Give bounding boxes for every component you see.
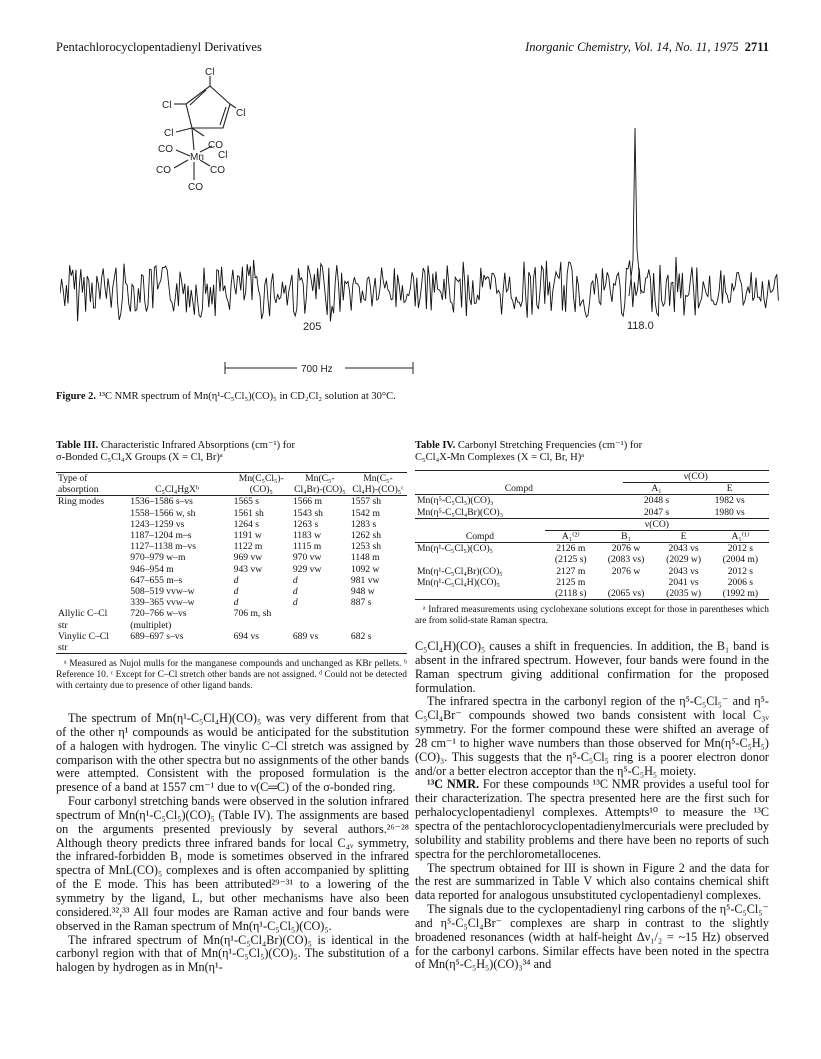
table-cell: (2118 s) [555, 588, 587, 600]
table-cell [56, 597, 122, 608]
table-cell [56, 508, 122, 519]
table-row [56, 620, 407, 631]
paragraph: C₅Cl₄H)(CO)₅ causes a shift in frequencies. In addition, the B₁ band is absent in the infrared spectrum. However, four bands were found in the Raman spectrum giving additional confirmation for the proposed formulation. [415, 639, 769, 695]
label-cl-left: Cl [162, 100, 172, 111]
table-row [56, 564, 407, 575]
table-iii-header: Mn(C₅-Cl₄H)-(CO)₅ᶜ [349, 473, 407, 496]
table-cell [597, 577, 656, 588]
table-iii-header: C₅Cl₄HgXᵇ [122, 473, 231, 496]
running-header-left: Pentachlorocyclopentadienyl Derivatives [56, 40, 262, 54]
table-row [56, 541, 407, 552]
table-cell [56, 586, 122, 597]
table-iii-body [56, 496, 407, 653]
spectrum-trace [60, 128, 778, 322]
table-cell: 970 vw [292, 552, 322, 564]
table-cell: 1127–1138 m–vs [130, 541, 196, 553]
table-cell: 887 s [350, 597, 372, 609]
body-right-column [415, 640, 769, 972]
label-cl-lower: Cl [164, 128, 174, 139]
table-row [415, 577, 769, 588]
table-row [56, 586, 407, 597]
section-heading: ¹³C NMR. [427, 777, 480, 792]
table-iv-group-header: ν(CO) [545, 519, 769, 531]
table-iii-label: Table III. [56, 440, 99, 451]
table-row [56, 530, 407, 541]
table-cell: (multiplet) [130, 619, 172, 631]
table-iv-grid-1 [415, 470, 769, 519]
table-cell: 1536–1586 s–vs [130, 496, 193, 508]
table-iv-grid-2 [415, 519, 769, 600]
table-cell: Mn(η¹-C₅Cl₄Br)(CO)₅ [417, 565, 503, 577]
table-cell: (2004 m) [722, 554, 759, 566]
table-cell: 1542 m [350, 507, 380, 519]
table-iv-header: A₁ [651, 483, 662, 495]
table-iv-header: Compd [465, 530, 495, 542]
table-cell: (2125 s) [554, 554, 587, 566]
table-iii-caption: Table III. Characteristic Infrared Absorptions (cm⁻¹) for σ-Bonded C₅Cl₄X Groups (X = Cl, Br)ᵃ [56, 440, 295, 463]
table-cell: 1183 w [292, 530, 322, 542]
table-cell [291, 642, 349, 653]
table-cell: 1243–1259 vs [130, 518, 185, 530]
label-205: 205 [303, 321, 322, 333]
table-cell [56, 530, 122, 541]
table-row [415, 554, 769, 565]
table-cell: 706 m, sh [233, 608, 272, 620]
table-row [56, 552, 407, 563]
table-cell: 508–519 vvw–w [130, 586, 195, 598]
paragraph: ¹³C NMR. For these compounds ¹³C NMR provides a useful tool for their characterization. The spectra presented here are the first such for perhalocyclopentadienyl complexes. Attempts¹⁰ to measure the ¹³C spectra of the pentachlorocyclopentadienylmercurials were precluded by solubility and stability problems and there have been no reports of such spectra for the perchlorometallocenes. [415, 777, 770, 861]
table-cell: Mn(η⁵-C₅Cl₄Br)(CO)₃ [417, 506, 504, 518]
table-cell: 2125 m [556, 576, 586, 588]
table-cell: (2029 w) [666, 554, 702, 566]
table-row [415, 588, 769, 600]
table-cell: 1122 m [233, 541, 263, 553]
nmr-spectrum [60, 110, 780, 390]
table-cell: 1092 w [350, 563, 380, 575]
table-cell: Allylic C–Cl [58, 608, 108, 620]
table-cell: Mn(η¹-C₅Cl₅)(CO)₅ [417, 543, 494, 555]
table-cell: 981 vw [350, 574, 380, 586]
label-co-bottom: CO [188, 182, 203, 193]
table-row [415, 507, 769, 519]
table-cell: Ring modes [58, 496, 105, 508]
label-co-left: CO [158, 144, 173, 155]
table-row [56, 575, 407, 586]
table-cell [122, 642, 231, 653]
table-cell: 720–766 w–vs [130, 608, 187, 620]
table-cell: 2012 s [727, 565, 754, 577]
table-cell [349, 608, 407, 619]
table-cell: 2041 vs [668, 576, 699, 588]
table-cell [291, 620, 349, 631]
table-iv-header: E [726, 483, 733, 495]
label-cl-top: Cl [205, 67, 215, 78]
table-iv-header: Compd [504, 482, 533, 494]
table-cell: 2048 s [643, 495, 670, 507]
table-iii-footnote: ᵃ Measured as Nujol mulls for the manganese compounds and unchanged as KBr pellets. ᵇ Reference 10. ᶜ Except for C–Cl stretch other bands are not assigned. ᵈ Could not be detected with certainty due to presence of other ligand bands. [56, 659, 407, 691]
table-cell: d [233, 586, 239, 598]
table-cell: 2076 w [611, 543, 641, 555]
table-cell: 1558–1566 w, sh [130, 507, 196, 519]
table-cell: 1980 vs [714, 506, 745, 518]
table-cell [232, 620, 291, 631]
table-cell: 1566 m [292, 496, 322, 508]
table-cell: 647–655 m–s [130, 574, 183, 586]
table-cell: 2012 s [727, 543, 754, 555]
table-cell [291, 608, 349, 619]
table-cell: 2043 vs [668, 543, 699, 555]
label-mn: Mn [190, 152, 204, 163]
table-cell: (2065 vs) [607, 588, 645, 600]
table-cell: d [292, 574, 298, 586]
table-row [56, 597, 407, 608]
paragraph: The spectrum of Mn(η¹-C₅Cl₄H)(CO)₅ was very different from that of the other η¹ compounds as would be anticipated for the substitution of a halogen with hydrogen. The vinylic C–Cl stretch was assigned by comparison with the other spectra but no assignments of the other bands were attempted. Consistent with the proposed formulation is the presence of a band at 1557 cm⁻¹ due to ν(C═C) of the σ-bonded ring. [56, 711, 409, 795]
table-iv-footnote: ᵃ Infrared measurements using cyclohexane solutions except for those in parentheses which are from solid-state Raman spectra. [415, 605, 769, 627]
table-cell [232, 642, 291, 653]
paragraph: The infrared spectra in the carbonyl region of the η⁵-C₅Cl₅⁻ and η⁵-C₅Cl₄Br⁻ compounds showed two bands consistent with local C₃ᵥ symmetry. For the former compound these were shifted an average of 28 cm⁻¹ to higher wave numbers than those observed for Mn(η⁵-C₅H₅)(CO)₃. This suggests that the η⁵-C₅Cl₅ ring is a poorer electron donor and/or a better electron acceptor than the η⁵-C₅H₅ moiety. [415, 694, 769, 778]
table-cell: 2043 vs [668, 565, 699, 577]
table-cell: 2126 m [556, 543, 586, 555]
table-cell: d [292, 586, 298, 598]
table-iv-caption: Table IV. Carbonyl Stretching Frequencies (cm⁻¹) for C₅Cl₄X-Mn Complexes (X = Cl, Br, H)ᵃ [415, 440, 643, 463]
paragraph: The signals due to the cyclopentadienyl ring carbons of the η⁵-C₅Cl₅⁻ and η⁵-C₅Cl₄Br⁻ complexes are sharp in contrast to the slightly broadened resonances (width at half-height Δν₁/₂ = ~15 Hz) observed for the carbonyl carbons. Similar effects have been noted in the spectra of Mn(η⁵-C₅H₅)(CO)₃³⁴ and [415, 902, 769, 972]
table-iv-header: A₁⁽²⁾ [561, 531, 580, 543]
table-iv-header: E [680, 531, 687, 543]
table-cell [56, 575, 122, 586]
table-iv-section2-body [415, 543, 769, 600]
figure-caption-text: ¹³C NMR spectrum of Mn(η¹-C₅Cl₅)(CO)₅ in CD₂Cl₂ solution at 30°C. [98, 391, 396, 402]
table-cell: 2127 m [556, 565, 586, 577]
table-cell: 948 w [350, 586, 375, 598]
table-cell: 1148 m [350, 552, 380, 564]
table-cell [56, 541, 122, 552]
table-row [415, 566, 769, 577]
body-left-column [56, 712, 409, 975]
table-cell: 1264 s [233, 518, 259, 530]
table-cell: (1992 m) [722, 588, 759, 600]
table-cell: 2006 s [727, 576, 754, 588]
table-cell: 1191 w [233, 530, 262, 542]
table-iv [415, 440, 769, 627]
table-cell: 969 vw [233, 552, 263, 564]
table-row [56, 631, 407, 642]
table-cell: str [58, 619, 68, 631]
table-cell: 682 s [350, 630, 372, 642]
table-cell: 1561 sh [233, 507, 264, 519]
table-cell: 1187–1204 m–s [130, 530, 192, 542]
table-row [56, 519, 407, 530]
table-cell: 2076 w [611, 565, 641, 577]
table-cell [56, 519, 122, 530]
label-cl-right: Cl [236, 108, 246, 119]
table-row [56, 496, 407, 508]
table-row [56, 608, 407, 619]
label-co-lowleft: CO [156, 165, 171, 176]
label-co-lowright: CO [210, 165, 225, 176]
figure-label: Figure 2. [56, 391, 97, 402]
table-cell: 1283 s [350, 518, 377, 530]
table-row [415, 543, 769, 554]
table-cell: 1565 s [233, 496, 259, 508]
table-cell: d [233, 574, 239, 586]
table-row [56, 642, 407, 653]
table-iv-section1-body [415, 495, 769, 518]
table-cell: 1557 sh [350, 496, 382, 508]
table-cell: (2083 vs) [607, 554, 645, 566]
table-iv-header: B₁ [621, 531, 631, 543]
scale-label: 700 Hz [301, 364, 333, 375]
figure-caption [56, 391, 776, 402]
table-cell: 1115 m [292, 541, 322, 553]
table-cell: 946–954 m [130, 563, 174, 575]
table-cell: (2035 w) [666, 588, 702, 600]
label-co-right: CO [208, 140, 223, 151]
paragraph: The infrared spectrum of Mn(η¹-C₅Cl₄Br)(CO)₅ is identical in the carbonyl region with that of Mn(η¹-C₅Cl₅)(CO)₅. The substitution of a halogen by hydrogen as in Mn(η¹- [56, 932, 409, 975]
table-iv-label: Table IV. [415, 440, 456, 451]
table-cell: 1253 sh [350, 541, 382, 553]
table-cell: 1543 sh [292, 507, 323, 519]
table-iv-header: A₁⁽¹⁾ [731, 531, 750, 543]
table-cell: 689–697 s–vs [130, 630, 184, 642]
table-row [415, 495, 769, 506]
table-cell [56, 552, 122, 563]
table-cell: 1982 vs [714, 495, 745, 507]
table-cell: Mn(η¹-C₅Cl₄H)(CO)₅ [417, 576, 500, 588]
paragraph: The spectrum obtained for III is shown in Figure 2 and the data for the rest are summarized in Table V which also contains chemical shift data reported for analogous unsubstituted cyclopentadienyl complexes. [415, 860, 769, 903]
table-cell: 970–979 w–m [130, 552, 186, 564]
table-cell: 943 vw [233, 563, 263, 575]
table-cell: Vinylic C–Cl [58, 630, 109, 642]
table-iii-header: Mn(C₅Cl₅)-(CO)₅ [232, 473, 291, 496]
table-cell: 929 vw [292, 563, 322, 575]
table-iii-grid [56, 472, 407, 654]
table-cell: str [58, 642, 68, 654]
table-cell: d [292, 597, 298, 609]
table-row [56, 508, 407, 519]
table-iii [56, 440, 407, 692]
label-118: 118.0 [627, 320, 654, 332]
table-cell: Mn(η⁵-C₅Cl₅)(CO)₃ [417, 495, 494, 507]
table-cell [56, 564, 122, 575]
paragraph: Four carbonyl stretching bands were observed in the solution infrared spectrum of Mn(η¹-C₅Cl₅)(CO)₅ (Table IV). The assignments are based on the arguments presented previously by several authors.²⁶⁻²⁸ Although theory predicts three infrared bands for local C₄ᵥ symmetry, the infrared-forbidden B₁ mode is sometimes observed in the infrared spectra of MnL(CO)₅ complexes and is often accompanied by splitting of the E mode. This has been attributed²⁹⁻³¹ to a lowering of the symmetry by the ligand, L, but other mechanisms have also been considered.³²,³³ All four modes are Raman active and four bands were observed in the Raman spectrum of Mn(η¹-C₅Cl₅)(CO)₅. [56, 794, 409, 933]
table-cell: 1262 sh [350, 530, 382, 542]
journal-citation: Inorganic Chemistry, Vol. 14, No. 11, 1975 [525, 40, 739, 54]
page-number: 2711 [744, 40, 769, 54]
table-cell: 339–365 vvw–w [130, 597, 195, 609]
table-cell: d [233, 597, 239, 609]
table-iv-group-header: ν(CO) [623, 471, 769, 483]
table-cell: 1263 s [292, 518, 319, 530]
table-cell: 689 vs [292, 630, 319, 642]
table-iii-header: Mn(C₅-Cl₄Br)-(CO)₅ [291, 473, 349, 496]
label-cl-mn: Cl [218, 150, 228, 161]
table-cell [349, 620, 407, 631]
table-cell [415, 588, 545, 600]
running-header-right [525, 40, 769, 55]
table-cell [415, 554, 545, 565]
table-cell: 2047 s [643, 506, 670, 518]
table-cell: 694 vs [233, 630, 259, 642]
table-iii-header: Type of absorption [56, 473, 122, 496]
table-cell [349, 642, 407, 653]
